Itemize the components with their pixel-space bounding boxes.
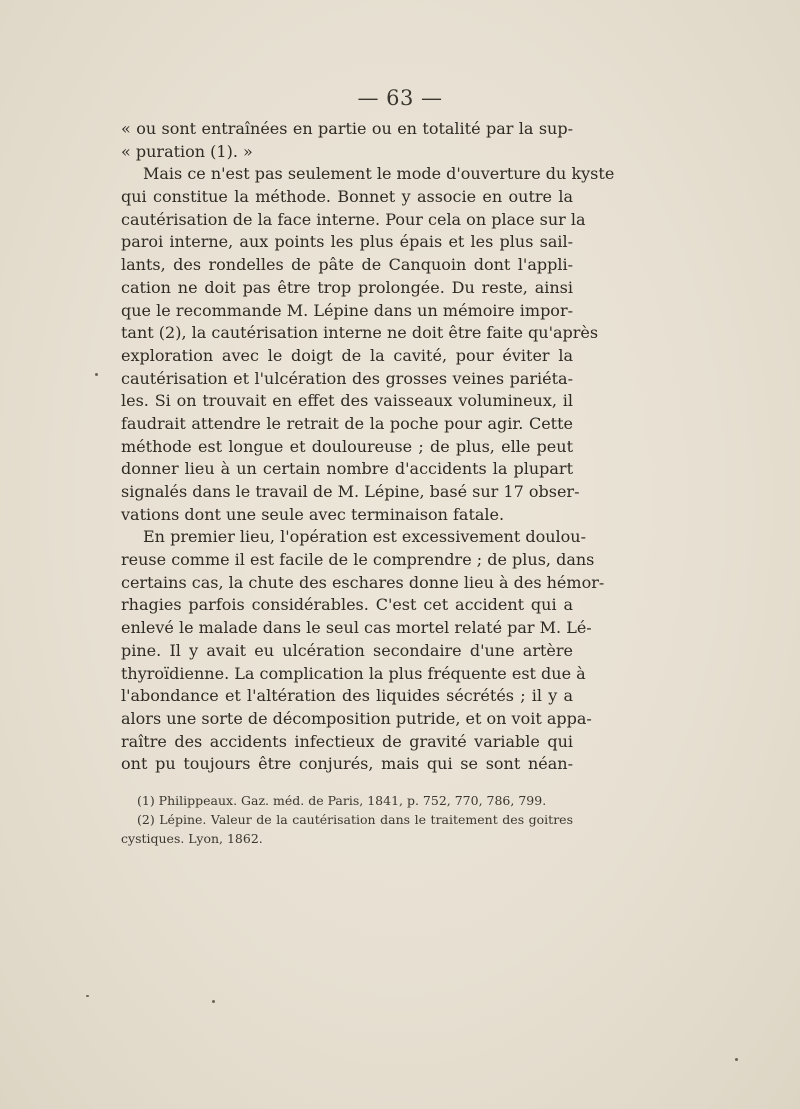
body-line: que le recommande M. Lépine dans un mémoire impor- [121, 300, 573, 320]
footnotes [121, 791, 573, 848]
footnote-line: (2) Lépine. Valeur de la cautérisation dans le traitement des goitres [137, 812, 573, 827]
body-line: « puration (1). » [121, 141, 253, 161]
body-line: En premier lieu, l'opération est excessivement doulou- [143, 527, 586, 547]
body-line: donner lieu à un certain nombre d'accidents la plupart [121, 459, 573, 479]
body-line: faudrait attendre le retrait de la poche pour agir. Cette [121, 413, 573, 433]
body-line: cation ne doit pas être trop prolongée. Du reste, ainsi [121, 277, 573, 297]
footnote-line: (1) Philippeaux. Gaz. méd. de Paris, 1841, p. 752, 770, 786, 799. [137, 793, 547, 808]
body-line: certains cas, la chute des eschares donne lieu à des hémor- [121, 572, 605, 592]
body-line: « ou sont entraînées en partie ou en totalité par la sup- [121, 119, 573, 138]
body-line: l'abondance et l'altération des liquides sécrétés ; il y a [121, 686, 573, 706]
body-line: méthode est longue et douloureuse ; de plus, elle peut [121, 436, 573, 456]
body-line: tant (2), la cautérisation interne ne doit être faite qu'après [121, 323, 599, 343]
body-line: rhagies parfois considérables. C'est cet accident qui a [121, 595, 573, 615]
body-line: paroi interne, aux points les plus épais et les plus sail- [121, 232, 573, 252]
body-line: Mais ce n'est pas seulement le mode d'ouverture du kyste [143, 164, 615, 184]
body-line: exploration avec le doigt de la cavité, pour éviter la [121, 345, 573, 365]
paper-speck [86, 995, 89, 997]
paper-speck [212, 1000, 215, 1003]
body-line: vations dont une seule avec terminaison fatale. [121, 504, 505, 524]
body-text [121, 118, 615, 776]
body-line: enlevé le malade dans le seul cas mortel relaté par M. Lé- [121, 618, 592, 638]
body-line: pine. Il y avait eu ulcération secondaire d'une artère [121, 640, 573, 660]
body-line: lants, des rondelles de pâte de Canquoin dont l'appli- [121, 255, 573, 275]
page-number: — 63 — [357, 86, 443, 110]
body-line: reuse comme il est facile de le comprendre ; de plus, dans [121, 550, 595, 570]
body-line: alors une sorte de décomposition putride, et on voit appa- [121, 708, 592, 728]
body-line: raître des accidents infectieux de gravité variable qui [121, 731, 573, 751]
body-line: les. Si on trouvait en effet des vaisseaux volumineux, il [121, 391, 573, 411]
body-line: signalés dans le travail de M. Lépine, basé sur 17 obser- [121, 482, 580, 501]
body-line: ont pu toujours être conjurés, mais qui se sont néan- [121, 754, 573, 774]
body-line: cautérisation de la face interne. Pour cela on place sur la [121, 209, 586, 229]
body-line: qui constitue la méthode. Bonnet y associe en outre la [121, 187, 573, 207]
paper-speck [95, 373, 98, 376]
footnote-line: cystiques. Lyon, 1862. [121, 831, 263, 846]
body-line: thyroïdienne. La complication la plus fréquente est due à [121, 663, 586, 683]
body-line: cautérisation et l'ulcération des grosses veines pariéta- [121, 368, 573, 388]
paper-speck [735, 1058, 738, 1061]
